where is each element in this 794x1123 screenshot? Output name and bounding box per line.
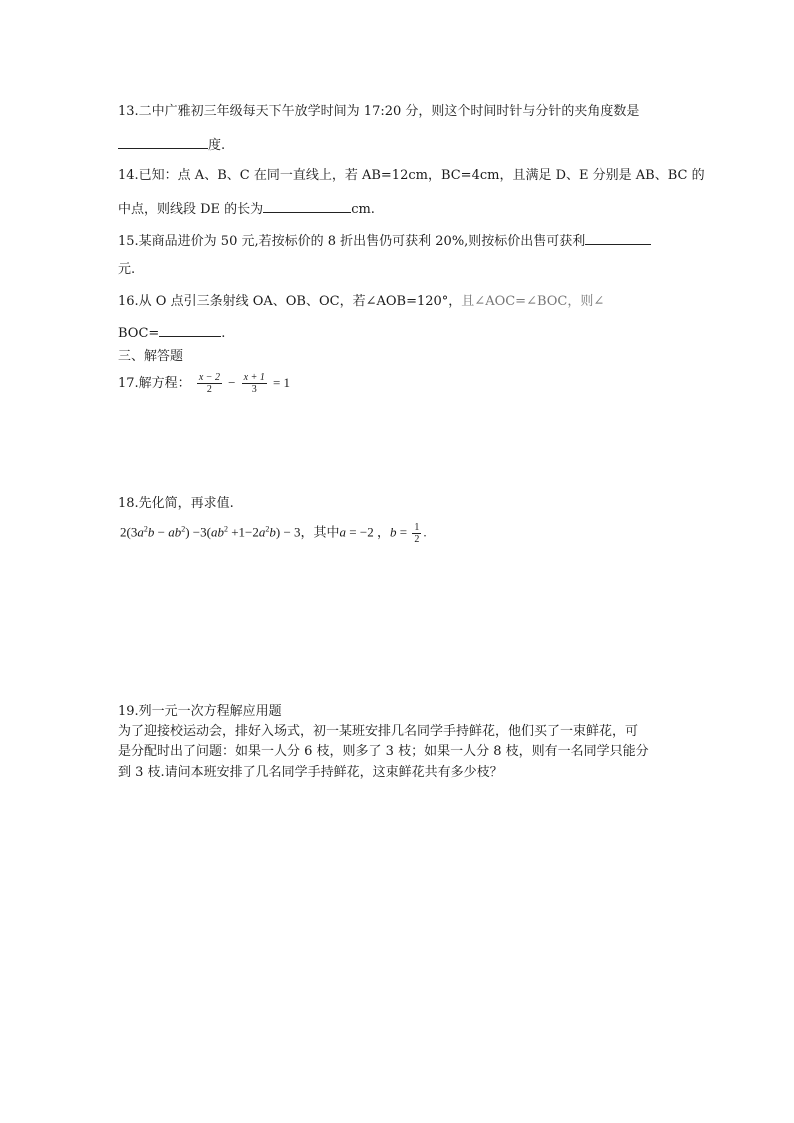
- q17-frac1: [197, 372, 222, 395]
- q13-suffix: 度.: [208, 138, 226, 153]
- q18-var: a: [258, 524, 266, 540]
- q17-equation: [118, 372, 290, 395]
- q18-expression: [120, 522, 427, 545]
- q16-line1: [118, 294, 604, 310]
- q18-val-a: = −2 ，: [346, 524, 390, 540]
- q19-line1: 为了迎接校运动会，排好入场式，初一某班安排几名同学手持鲜花，他们买了一束鲜花，可: [118, 724, 639, 739]
- q18-var: ab: [168, 524, 182, 540]
- q15-line2: 元.: [118, 262, 136, 277]
- q15-line1: [118, 232, 651, 250]
- q17-frac2: [242, 372, 267, 395]
- q18-frac-b: [412, 522, 421, 545]
- q14-prefix: 中点，则线段 DE 的长为: [118, 202, 264, 217]
- q18-var: a: [137, 524, 144, 540]
- q16-suffix: .: [221, 326, 226, 341]
- q19-line3: 到 3 枝.请问本班安排了几名同学手持鲜花，这束鲜花共有多少枝？: [118, 765, 503, 780]
- q18-title: 18.先化简，再求值.: [118, 496, 234, 511]
- q18-exp: 2: [265, 524, 270, 534]
- q17-den1: 2: [206, 384, 212, 395]
- q18-part: −: [154, 524, 169, 540]
- q18-where: ，其中: [300, 525, 340, 541]
- q17-den2: 3: [251, 384, 257, 395]
- q14-line1: 14.已知：点 A、B、C 在同一直线上，若 AB=12cm，BC=4cm，且满足 D、E 分别是 AB、BC 的: [118, 168, 705, 183]
- q13-line1: 13.二中广雅初三年级每天下午放学时间为 17:20 分，则这个时间时针与分针的夹角度数是: [118, 104, 640, 119]
- q16-line2: [118, 324, 225, 342]
- q18-part: ) −3(: [185, 524, 211, 540]
- q18-var: b: [147, 524, 155, 540]
- q18-part: ) − 3: [275, 524, 301, 540]
- q17-num1: x − 2: [198, 372, 221, 383]
- q18-var: ab: [210, 524, 224, 540]
- q18-part: +1−2: [227, 524, 259, 540]
- q18-var-b: b: [389, 524, 397, 540]
- q17-prefix: 17.解方程：: [118, 376, 191, 391]
- q18-exp: 2: [181, 524, 186, 534]
- q17-rhs: = 1: [272, 375, 291, 390]
- q17-num2: x + 1: [243, 372, 265, 383]
- q13-answer-blank[interactable]: [118, 136, 208, 149]
- q15-text: 15.某商品进价为 50 元,若按标价的 8 折出售仍可获利 20%,则按标价出售可获利: [118, 234, 586, 249]
- q14-suffix: cm.: [351, 202, 375, 217]
- q16-answer-blank[interactable]: [159, 324, 221, 337]
- q18-num-b: 1: [414, 522, 420, 533]
- section-heading: 三、解答题: [118, 349, 184, 364]
- q18-var: b: [269, 524, 276, 540]
- q14-line2: [118, 200, 375, 218]
- q18-exp: 2: [143, 524, 148, 534]
- q19-title: 19.列一元一次方程解应用题: [118, 704, 282, 719]
- q18-part: 2(3: [120, 524, 138, 540]
- q16-prefix: BOC=: [118, 326, 160, 341]
- q18-end: .: [423, 524, 427, 540]
- q18-eq: =: [396, 524, 411, 540]
- q14-answer-blank[interactable]: [263, 200, 351, 213]
- q16-text-b: 且∠AOC=∠BOC，则∠: [461, 294, 605, 309]
- q18-exp: 2: [223, 524, 228, 534]
- q13-line2: [118, 136, 225, 154]
- q18-var-a: a: [339, 524, 347, 540]
- q15-answer-blank[interactable]: [585, 232, 651, 245]
- q19-line2: 是分配时出了问题：如果一人分 6 枝，则多了 3 枝；如果一人分 8 枝，则有一名同学只能分: [118, 744, 649, 759]
- q16-text-a: 16.从 O 点引三条射线 OA、OB、OC，若∠AOB=120°，: [118, 294, 462, 309]
- q18-den-b: 2: [414, 534, 420, 545]
- q17-minus: −: [228, 375, 236, 390]
